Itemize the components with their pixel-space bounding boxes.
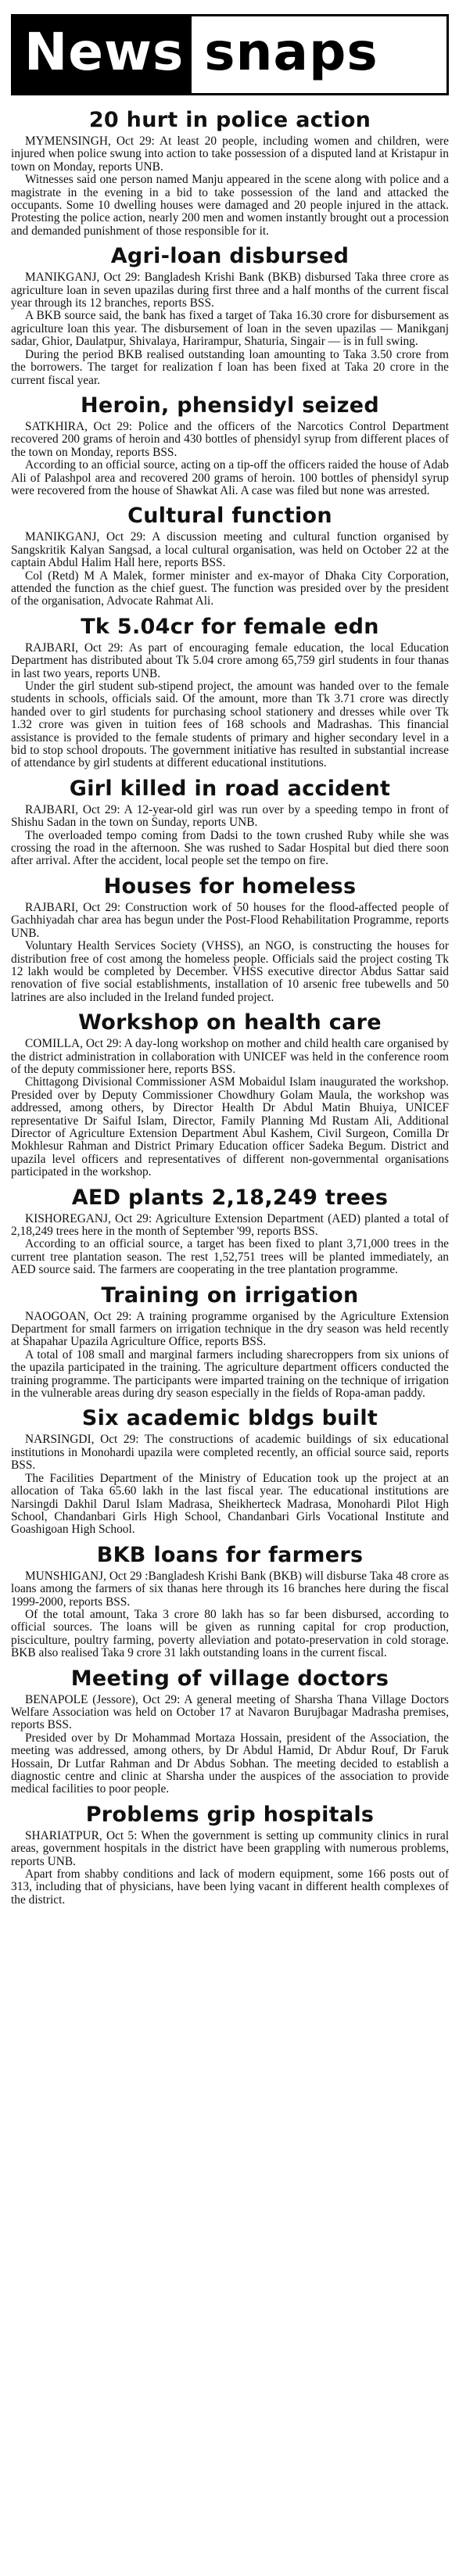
story-paragraph: Col (Retd) M A Malek, former minister and ex-mayor of Dhaka City Corporation, attended the function as the chief guest. The function was presided over by the president of the organisation, Advocate Rahmat Ali. bbox=[11, 569, 449, 608]
story-headline: Workshop on health care bbox=[78, 1010, 382, 1035]
story-headline: AED plants 2,18,249 trees bbox=[71, 1185, 389, 1210]
news-story bbox=[11, 1010, 449, 1179]
story-headline: Meeting of village doctors bbox=[70, 1666, 389, 1691]
masthead-news: News bbox=[13, 16, 192, 93]
story-paragraph: NARSINGDI, Oct 29: The constructions of academic buildings of six educational institutions in Monohardi upazila were completed recently, an official source said, reports BSS. bbox=[11, 1433, 449, 1473]
story-paragraph: Apart from shabby conditions and lack of modern equipment, some 166 posts out of 313, including that of physicians, have been lying vacant in different health complexes of the district. bbox=[11, 1867, 449, 1907]
news-story bbox=[11, 1543, 449, 1660]
masthead-snaps: snaps bbox=[204, 22, 378, 82]
news-story bbox=[11, 777, 449, 868]
story-headline: 20 hurt in police action bbox=[88, 108, 371, 132]
story-headline: Houses for homeless bbox=[103, 874, 357, 899]
story-headline: Agri-loan disbursed bbox=[110, 244, 350, 269]
story-headline: BKB loans for farmers bbox=[96, 1542, 364, 1567]
story-paragraph: Of the total amount, Taka 3 crore 80 lakh has so far been disbursed, according to official sources. The loans will be given as running capital for crop production, pisciculture, poultry farming, poverty alleviation and potato-preservation in cold storage. BKB also realised Taka 9 crore 31 lakh outstanding loans in the current fiscal. bbox=[11, 1607, 449, 1660]
story-paragraph: A total of 108 small and marginal farmers including sharecroppers from six unions of the upazila participated in the training. The agriculture department officers conducted the training programme. The participants were imparted training on the technique of irrigation in the vulnerable areas during dry season especially in the fields of Ropa-aman paddy. bbox=[11, 1347, 449, 1401]
story-paragraph: RAJBARI, Oct 29: Construction work of 50 houses for the flood-affected people of Gachhiyadah char area has begun under the Post-Flood Rehabilitation Programme, reports UNB. bbox=[11, 900, 449, 940]
story-paragraph: Witnesses said one person named Manju appeared in the scene along with police and a magistrate in the evening in a bid to take possession of the land and attacked the occupants. Some 10 dwelling houses were damaged and 20 people injured in the attack. Protesting the police action, nearly 200 men and women instantly brought out a procession and demanded punishment of those responsible for it. bbox=[11, 173, 449, 238]
news-story bbox=[11, 244, 449, 387]
story-paragraph: KISHOREGANJ, Oct 29: Agriculture Extension Department (AED) planted a total of 2,18,249 trees here in the month of September '99, reports BSS. bbox=[11, 1211, 449, 1238]
masthead bbox=[11, 14, 449, 95]
story-headline: Girl killed in road accident bbox=[69, 776, 391, 801]
news-story bbox=[11, 874, 449, 1004]
story-paragraph: NAOGOAN, Oct 29: A training programme organised by the Agriculture Extension Department for small farmers on irrigation technique in the dry season was held recently at Shapahar Upazila Agriculture Office, reports BSS. bbox=[11, 1309, 449, 1349]
news-story bbox=[11, 1186, 449, 1277]
story-paragraph: Chittagong Divisional Commissioner ASM Mobaidul Islam inaugurated the workshop. Presided over by Deputy Commissioner Chowdhury Golam Maula, the workshop was addressed, among others, by Director Health Dr Abdul Matin Bhuiya, UNICEF representative Dr Saiful Islam, Director, Family Planning Md Rustam Ali, Additional Director of Agriculture Extension Department Abul Kashem, Civil Surgeon, Comilla Dr Mokhlesur Rahman and District Primary Education officer Sadeka Begum. District and upazila level officers and representatives of different non-governmental organisations participated in the workshop. bbox=[11, 1075, 449, 1179]
story-headline: Cultural function bbox=[127, 504, 332, 529]
story-paragraph: MUNSHIGANJ, Oct 29 :Bangladesh Krishi Bank (BKB) will disburse Taka 48 crore as loans among the farmers of six thanas here through its 16 branches here during the fiscal 1999-2000, reports BSS. bbox=[11, 1569, 449, 1609]
news-story bbox=[11, 504, 449, 608]
news-story bbox=[11, 393, 449, 497]
story-paragraph: RAJBARI, Oct 29: As part of encouraging female education, the local Education Department has distributed about Tk 5.04 crore among 65,759 girl students in four thanas in last two years, reports UNB. bbox=[11, 640, 449, 680]
news-story bbox=[11, 1667, 449, 1796]
story-headline: Problems grip hospitals bbox=[85, 1802, 375, 1827]
news-story bbox=[11, 615, 449, 770]
story-paragraph: The Facilities Department of the Ministry of Education took up the project at an allocation of Taka 65.60 lakh in the last fiscal year. The educational institutions are Narsingdi Dakhil Darul Islam Madrasa, Sheikherteck Madrasa, Monohardi Pilot High School, Chandanbari Girls High School, Chandanbari Girls Vocational Institute and Goashigoan High School. bbox=[11, 1471, 449, 1537]
story-paragraph: MANIKGANJ, Oct 29: Bangladesh Krishi Bank (BKB) disbursed Taka three crore as agriculture loan in seven upazilas during first three and a half months of the current fiscal year through its 12 branches, reports BSS. bbox=[11, 271, 449, 310]
story-headline: Training on irrigation bbox=[101, 1283, 359, 1308]
news-column bbox=[11, 14, 449, 1913]
story-list bbox=[11, 108, 449, 1907]
news-story bbox=[11, 1283, 449, 1401]
story-headline: Six academic bldgs built bbox=[81, 1406, 378, 1431]
story-paragraph: Under the girl student sub-stipend project, the amount was handed over to the female students in schools, officials said. Of the amount, more than Tk 3.71 crore was directly handed over to girl students for purchasing school stationery and dresses while over Tk 1.32 crore was given in tuition fees of 168 schools and Madrashas. This financial assistance is provided to the female students of primary and higher secondary level in a bid to stop school dropouts. The government initiative has resulted in substantial increase of attendance by girl students at different educational institutions. bbox=[11, 680, 449, 770]
story-paragraph: COMILLA, Oct 29: A day-long workshop on mother and child health care organised by the district administration in collaboration with UNICEF was held in the conference room of the deputy commissioner here, reports BSS. bbox=[11, 1037, 449, 1076]
story-paragraph: MYMENSINGH, Oct 29: At least 20 people, including women and children, were injured when police swung into action to take possession of a disputed land at Kristapur in town on Monday, reports UNB. bbox=[11, 135, 449, 174]
story-paragraph: SHARIATPUR, Oct 5: When the government is setting up community clinics in rural areas, government hospitals in the district have been grappling with numerous problems, reports UNB. bbox=[11, 1828, 449, 1868]
news-story bbox=[11, 1803, 449, 1907]
story-paragraph: The overloaded tempo coming from Dadsi to the town crushed Ruby while she was crossing the road in the afternoon. She was rushed to Sadar Hospital but died there soon after arrival. After the accident, local people set the tempo on fire. bbox=[11, 828, 449, 868]
story-paragraph: A BKB source said, the bank has fixed a target of Taka 16.30 crore for disbursement as agriculture loan this year. The disbursement of loan in the seven upazilas — Manikganj sadar, Ghior, Daulatpur, Shivalaya, Harirampur, Shaturia, Singair — is in full swing. bbox=[11, 309, 449, 349]
story-paragraph: During the period BKB realised outstanding loan amounting to Taka 3.50 crore from the borrowers. The target for realization f loan has been fixed at Taka 20 crore in the current fiscal year. bbox=[11, 347, 449, 387]
news-story bbox=[11, 1406, 449, 1536]
story-paragraph: SATKHIRA, Oct 29: Police and the officers of the Narcotics Control Department recovered 200 grams of heroin and 430 bottles of phensidyl syrup from different places of the town on Monday, reports BSS. bbox=[11, 419, 449, 459]
news-story bbox=[11, 108, 449, 238]
story-paragraph: BENAPOLE (Jessore), Oct 29: A general meeting of Sharsha Thana Village Doctors Welfare Association was held on October 17 at Navaron Burujbagar Madrasha premises, reports BSS. bbox=[11, 1692, 449, 1732]
story-paragraph: According to an official source, acting on a tip-off the officers raided the house of Adab Ali of Palashpol area and recovered 200 grams of heroin. 100 bottles of phensidyl syrup were recovered from the house of Shawkat Ali. A case was filed but none was arrested. bbox=[11, 458, 449, 497]
story-paragraph: Presided over by Dr Mohammad Mortaza Hossain, president of the Association, the meeting was addressed, among others, by Dr Abdul Hamid, Dr Abdur Rouf, Dr Faruk Hossain, Dr Lutfar Rahman and Dr Abdus Sobhan. The meeting decided to establish a diagnostic centre and clinic at Sharsha under the auspices of the association to provide medical facilities to poor people. bbox=[11, 1731, 449, 1796]
story-paragraph: RAJBARI, Oct 29: A 12-year-old girl was run over by a speeding tempo in front of Shishu Sadan in the town on Sunday, reports UNB. bbox=[11, 802, 449, 830]
story-paragraph: According to an official source, a target has been fixed to plant 3,71,000 trees in the current tree plantation season. The rest 1,52,751 trees will be planted immediately, an AED source said. The farmers are cooperating in the tree plantation programme. bbox=[11, 1237, 449, 1277]
story-headline: Tk 5.04cr for female edn bbox=[81, 614, 379, 639]
story-paragraph: Voluntary Health Services Society (VHSS), an NGO, is constructing the houses for distribution free of cost among the homeless people. Officials said the project costing Tk 12 lakh would be completed by December. VHSS executive director Abdus Sattar said renovation of five social establishments, installation of 10 arsenic free tubewells and 50 latrines are also included in the Ireland funded project. bbox=[11, 939, 449, 1004]
story-headline: Heroin, phensidyl seized bbox=[80, 393, 380, 418]
story-paragraph: MANIKGANJ, Oct 29: A discussion meeting and cultural function organised by Sangskritik Kalyan Sangsad, a local cultural organisation, was held on October 22 at the captain Abdul Halim Hall here, reports BSS. bbox=[11, 530, 449, 570]
